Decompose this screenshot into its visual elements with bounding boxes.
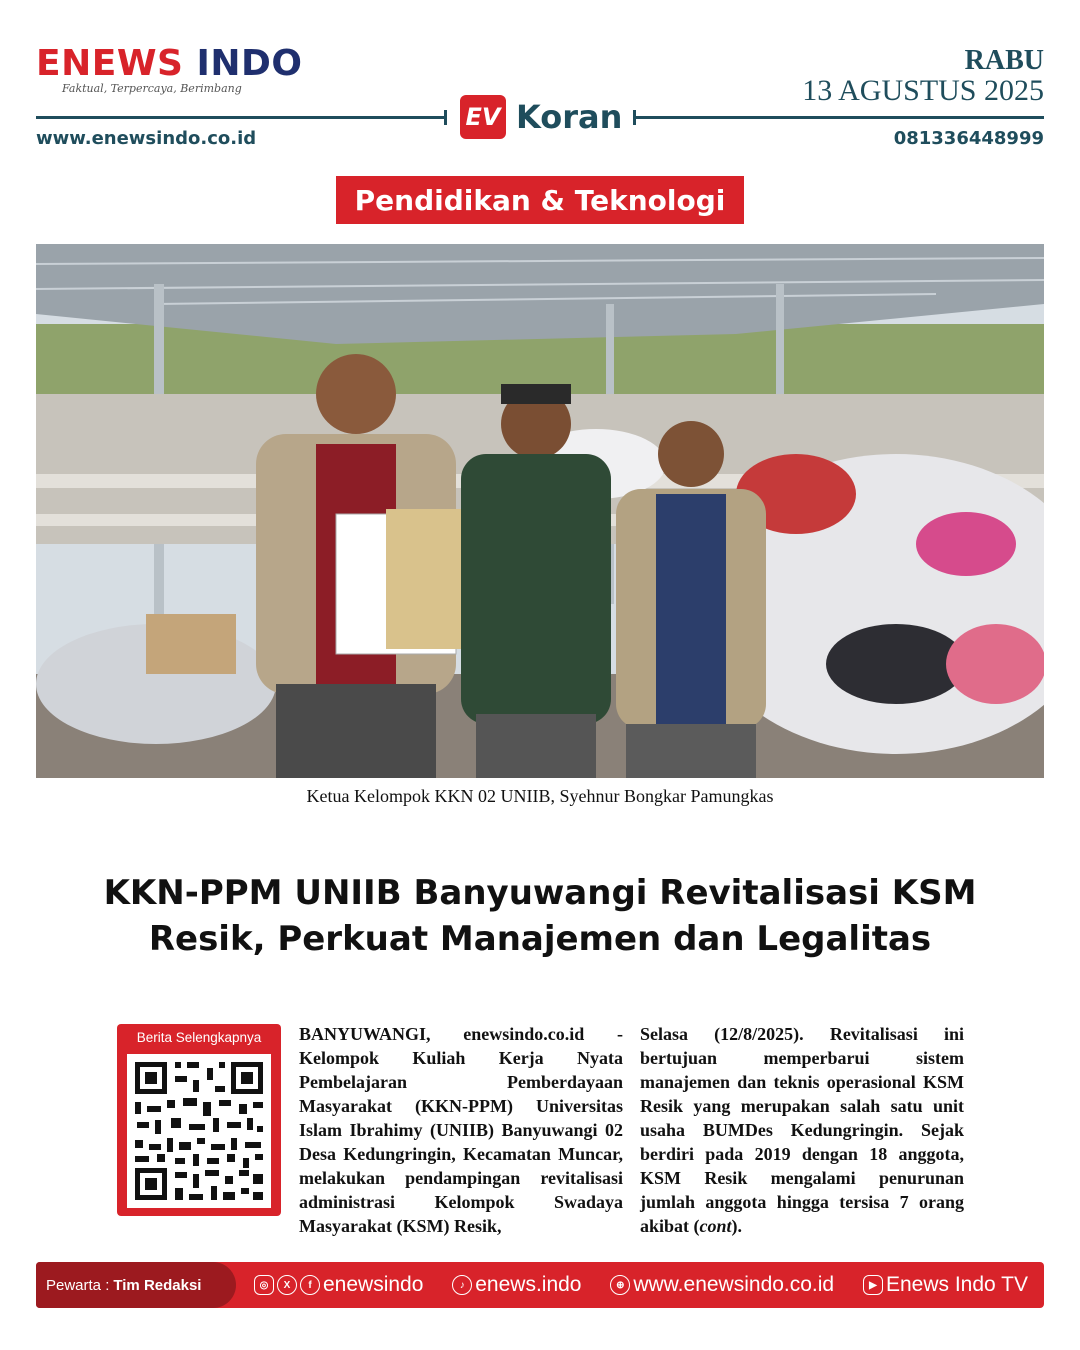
youtube-link[interactable] (863, 1273, 1028, 1297)
tiktok-link[interactable] (452, 1273, 581, 1297)
ev-logo-icon: EV (460, 95, 506, 139)
brand-tagline: Faktual, Terpercaya, Berimbang (62, 82, 242, 95)
social-links (254, 1262, 1028, 1308)
header-rule-cap-left (444, 110, 447, 125)
youtube-icon: ▶ (863, 1275, 883, 1295)
social-handle-link[interactable] (254, 1273, 423, 1297)
edition-badge (460, 94, 622, 140)
instagram-icon: ◎ (254, 1275, 274, 1295)
brand-name-part1: ENEWS (36, 43, 184, 84)
social-handle: enewsindo (323, 1273, 424, 1296)
globe-icon: ⊕ (610, 1275, 630, 1295)
pewarta-name: Tim Redaksi (113, 1276, 202, 1294)
issue-full-date: 13 AGUSTUS 2025 (802, 74, 1044, 107)
facebook-icon: f (300, 1275, 320, 1295)
issue-day: RABU (964, 45, 1044, 76)
youtube-channel: Enews Indo TV (885, 1273, 1028, 1296)
tiktok-icon: ♪ (452, 1275, 472, 1295)
footer-bar (36, 1262, 1044, 1308)
article-photo (36, 244, 1044, 778)
cont-marker: cont (699, 1216, 732, 1236)
qr-code-box[interactable] (117, 1024, 281, 1216)
brand-name (36, 44, 303, 84)
x-icon: X (277, 1275, 297, 1295)
header-website-link[interactable]: www.enewsindo.co.id (36, 128, 257, 149)
pewarta-credit (36, 1262, 236, 1308)
brand-logo (36, 44, 303, 95)
qr-label: Berita Selengkapnya (136, 1030, 262, 1045)
pewarta-label: Pewarta : (46, 1276, 110, 1294)
article-body-column-2-text: Selasa (12/8/2025). Revitalisasi ini bertujuan memperbarui sistem manajemen dan teknis operasional KSM Resik yang merupakan salah satu unit usaha BUMDes Kedungringin. Sejak berdiri pada 2019 dengan 18 anggota, KSM Resik mengalami penurunan jumlah anggota hingga tersisa 7 orang akibat ( (640, 1024, 964, 1236)
tiktok-handle: enews.indo (475, 1273, 582, 1296)
header-rule-left (36, 116, 444, 119)
issue-date (802, 46, 1044, 106)
photo-caption: Ketua Kelompok KKN 02 UNIIB, Syehnur Bongkar Pamungkas (306, 786, 774, 806)
article-body-column-2-end: ). (731, 1216, 743, 1236)
qr-code-icon[interactable] (127, 1054, 271, 1208)
footer-website: www.enewsindo.co.id (633, 1273, 835, 1296)
category-badge: Pendidikan & Teknologi (336, 176, 744, 224)
article-body-column-1: BANYUWANGI, enewsindo.co.id - Kelompok Kuliah Kerja Nyata Pembelajaran Pemberdayaan Masyarakat (KKN-PPM) Universitas Islam Ibrahimy (UNIIB) Banyuwangi 02 Desa Kedungringin, Kecamatan Muncar, melakukan pendampingan revitalisasi administrasi Kelompok Swadaya Masyarakat (KSM) Resik, (299, 1024, 623, 1236)
brand-name-part2: INDO (196, 43, 303, 84)
header-phone: 081336448999 (893, 128, 1044, 149)
article-headline: KKN-PPM UNIIB Banyuwangi Revitalisasi KSM Resik, Perkuat Manajemen dan Legalitas (103, 873, 977, 959)
article-body-column-2 (640, 1022, 964, 1238)
website-link[interactable] (610, 1273, 834, 1297)
header-rule-cap-right (633, 110, 636, 125)
header-rule-right (636, 116, 1044, 119)
edition-label: Koran (516, 98, 623, 136)
